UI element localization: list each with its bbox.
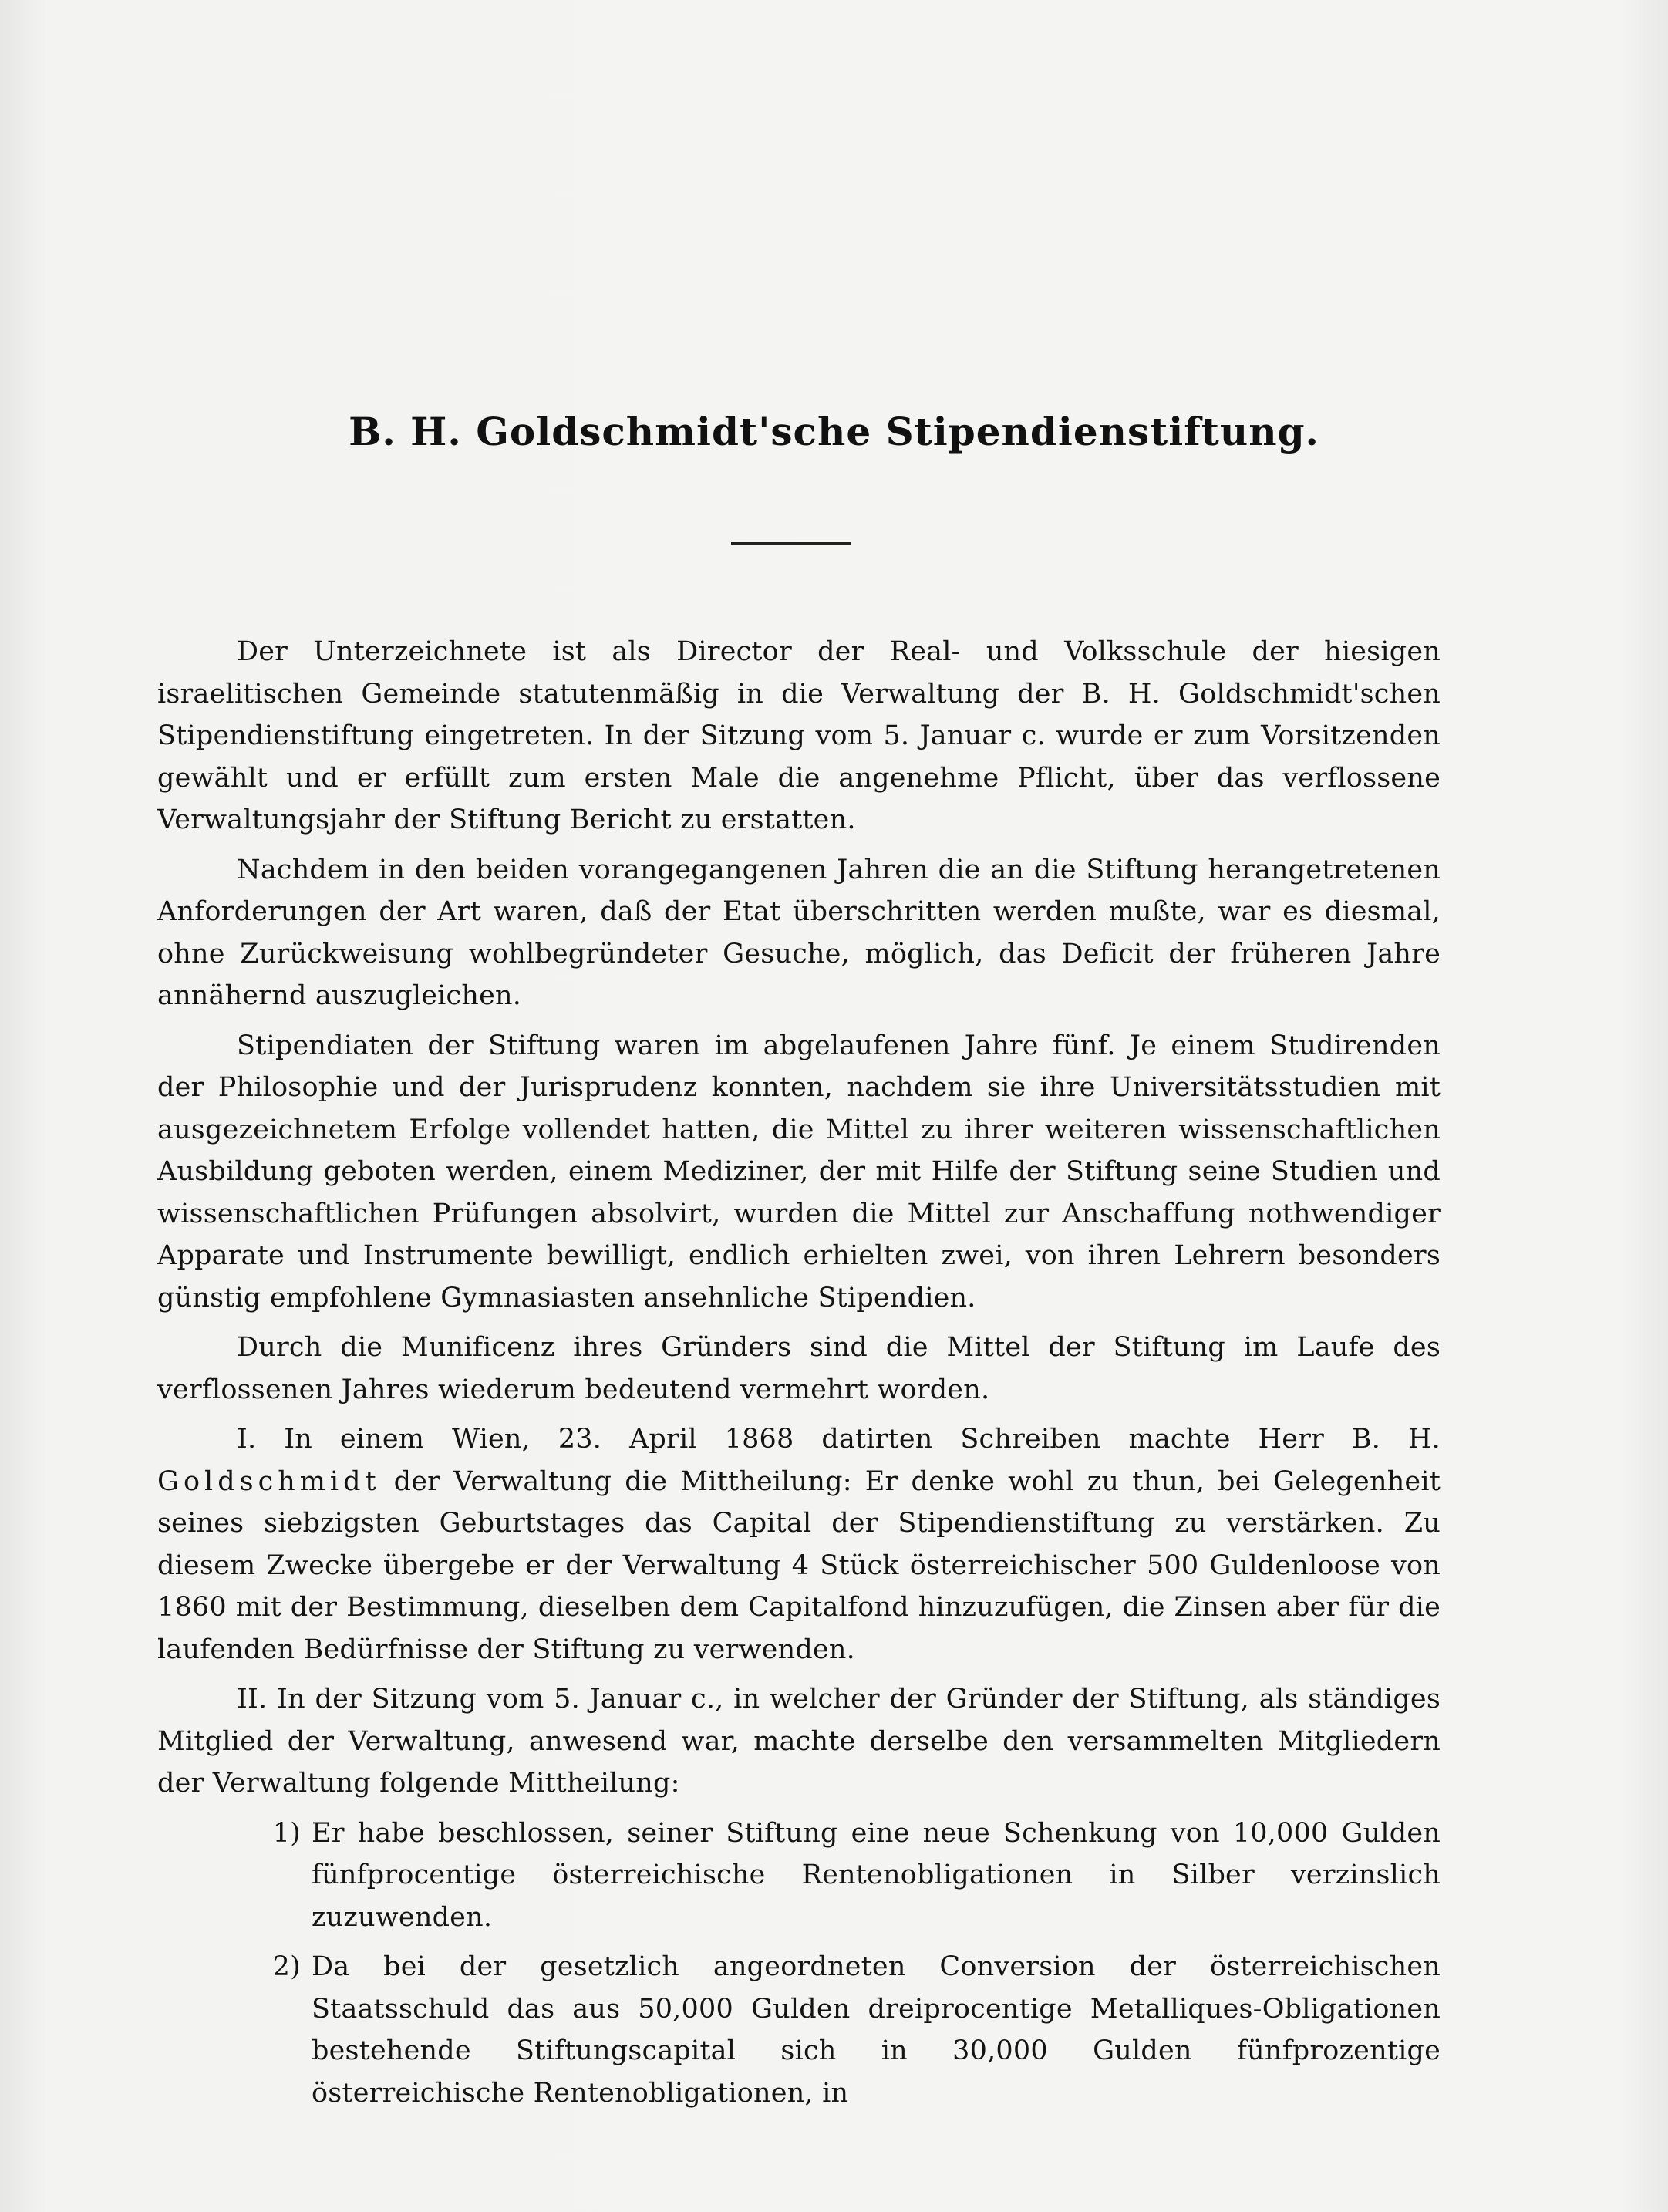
list-item-text: Da bei der gesetzlich angeordneten Conversion der österreichischen Staatsschuld das aus 50,000 Gulden dreiprocentige Metalliques-Obligationen bestehende Stiftungscapital sich in 30,000 Gulden fünfprozentige österreichische Rentenobligationen, in xyxy=(312,1951,1441,2109)
paragraph-stipendiates: Stipendiaten der Stiftung waren im abgelaufenen Jahre fünf. Je einem Studirenden der Philosophie und der Jurisprudenz konnten, nachdem sie ihre Universitätsstudien mit ausgezeichnetem Erfolge vollendet hatten, die Mittel zu ihrer weiteren wissenschaftlichen Ausbildung geboten werden, einem Mediziner, der mit Hilfe der Stiftung seine Studien und wissenschaftlichen Prüfungen absolvirt, wurden die Mittel zur Anschaffung nothwendiger Apparate und Instrumente bewilligt, endlich erhielten zwei, von ihren Lehrern besonders günstig empfohlene Gymnasiasten ansehnliche Stipendien. xyxy=(157,1030,1441,1313)
list-item xyxy=(157,1946,1441,2114)
list-item-text: Er habe beschlossen, seiner Stiftung eine neue Schenkung von 10,000 Gulden fünfprocentige österreichische Rentenobligationen in Silber verzinslich zuzuwenden. xyxy=(312,1817,1441,1933)
list-item xyxy=(157,1812,1441,1939)
title-divider xyxy=(731,542,851,545)
founder-name: Goldschmidt xyxy=(157,1465,381,1497)
page-title: B. H. Goldschmidt'sche Stipendienstiftung. xyxy=(349,409,1319,454)
paragraph-donation-two: II. In der Sitzung vom 5. Januar c., in welcher der Gründer der Stiftung, als ständiges Mitglied der Verwaltung, anwesend war, machte derselbe den versammelten Mitgliedern der Verwaltung folgende Mittheilung: xyxy=(157,1684,1441,1799)
paragraph-intro: Der Unterzeichnete ist als Director der Real- und Volksschule der hiesigen israelitischen Gemeinde statutenmäßig in die Verwaltung der B. H. Goldschmidt'schen Stipendienstiftung eingetreten. In der Sitzung vom 5. Januar c. wurde er zum Vorsitzenden gewählt und er erfüllt zum ersten Male die angenehme Pflicht, über das verflossene Verwaltungsjahr der Stiftung Bericht zu erstatten. xyxy=(157,636,1441,835)
donation-one-rest: der Verwaltung die Mittheilung: Er denke wohl zu thun, bei Gelegenheit seines siebzigsten Geburtstages das Capital der Stipendienstiftung zu verstärken. Zu diesem Zwecke übergebe er der Verwaltung 4 Stück österreichischer 500 Guldenloose von 1860 mit der Bestimmung, dieselben dem Capitalfond hinzuzufügen, die Zinsen aber für die laufenden Bedürfnisse der Stiftung zu verwenden. xyxy=(157,1465,1441,1665)
communication-list xyxy=(157,1812,1441,2115)
list-item-number: 2) xyxy=(272,1951,301,1982)
donation-one-prefix: I. In einem Wien, 23. April 1868 datirten Schreiben machte Herr B. H. xyxy=(237,1424,1441,1455)
list-item-number: 1) xyxy=(272,1817,301,1849)
paragraph-donation-one xyxy=(157,1418,1441,1671)
paragraph-munificence: Durch die Munificenz ihres Gründers sind die Mittel der Stiftung im Laufe des verflossenen Jahres wiederum bedeutend vermehrt worden. xyxy=(157,1332,1441,1405)
document-body xyxy=(157,631,1441,2122)
paragraph-budget: Nachdem in den beiden vorangegangenen Jahren die an die Stiftung herangetretenen Anforderungen der Art waren, daß der Etat überschritten werden mußte, war es diesmal, ohne Zurückweisung wohlbegründeter Gesuche, möglich, das Deficit der früheren Jahre annähernd auszugleichen. xyxy=(157,854,1441,1011)
